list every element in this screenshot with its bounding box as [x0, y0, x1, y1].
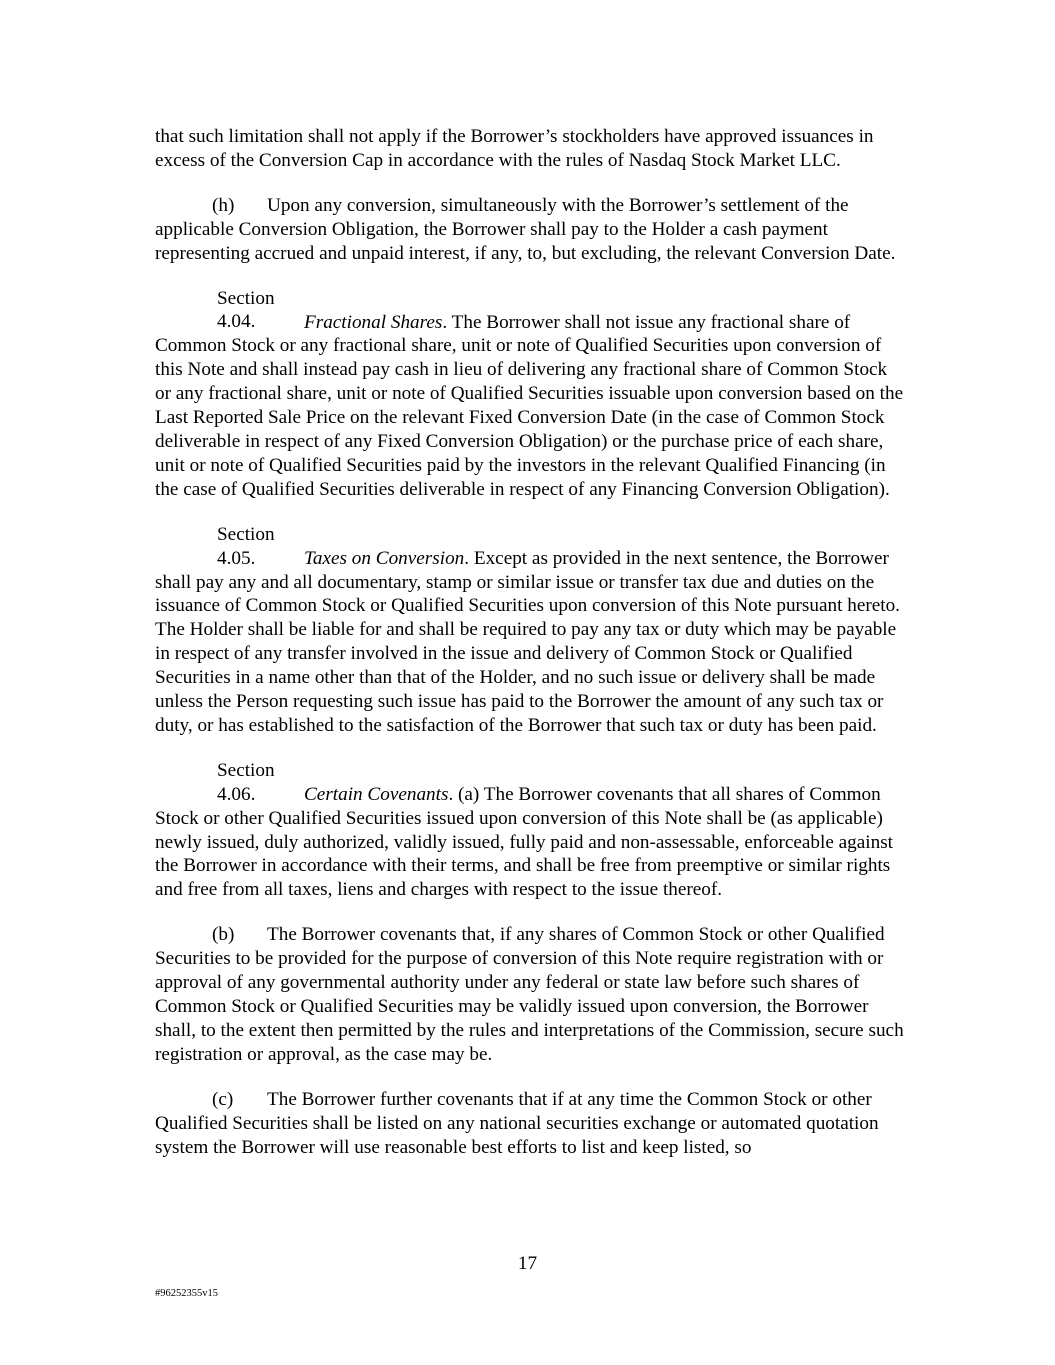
document-body — [155, 125, 905, 1180]
section-4-04-text: . The Borrower shall not issue any fractional share of Common Stock or any fractional share, unit or note of Qualified Securities upon conversion of this Note and shall instead pay cash in lieu of delivering any fractional share of Common Stock or any fractional share, unit or note of Qualified Securities issuable upon conversion based on the Last Reported Sale Price on the relevant Fixed Conversion Date (in the case of Common Stock deliverable in respect of any Fixed Conversion Obligation) or the purchase price of each share, unit or note of Qualified Securities paid by the investors in the relevant Qualified Financing (in the case of Qualified Securities deliverable in respect of any Financing Conversion Obligation). — [155, 311, 904, 500]
paragraph-b — [155, 923, 905, 1066]
section-4-04-heading: Fractional Shares — [304, 311, 443, 333]
document-id: #96252355v15 — [155, 1288, 218, 1299]
section-4-05-text: . Except as provided in the next sentence, the Borrower shall pay any and all documentary, stamp or similar issue or transfer tax due and duties on the issuance of Common Stock or Qualified Securities upon conversion of this Note pursuant hereto. The Holder shall be liable for and shall be required to pay any tax or duty which may be payable in respect of any transfer involved in the issue and delivery of Common Stock or Qualified Securities in a name other than that of the Holder, and no such issue or delivery shall be made unless the Person requesting such issue has paid to the Borrower the amount of any such tax or duty, or has established to the satisfaction of the Borrower that such tax or duty has been paid. — [155, 547, 900, 736]
continuation-paragraph: that such limitation shall not apply if the Borrower’s stockholders have approved issuances in excess of the Conversion Cap in accordance with the rules of Nasdaq Stock Market LLC. — [155, 126, 874, 171]
section-4-06 — [155, 759, 905, 902]
section-4-05-heading: Taxes on Conversion — [304, 547, 465, 569]
paragraph-c-text: The Borrower further covenants that if at any time the Common Stock or other Qualified Securities shall be listed on any national securities exchange or automated quotation system the Borrower will use reasonable best efforts to list and keep listed, so — [155, 1088, 879, 1158]
paragraph-b-text: The Borrower covenants that, if any shares of Common Stock or other Qualified Securities to be provided for the purpose of conversion of this Note require registration with or approval of any governmental authority under any federal or state law before such shares of Common Stock or Qualified Securities may be validly issued upon conversion, the Borrower shall, to the extent then permitted by the rules and interpretations of the Commission, secure such registration or approval, as the case may be. — [155, 924, 904, 1065]
paragraph-c — [155, 1088, 905, 1160]
section-4-06-number: Section 4.06. — [217, 759, 275, 805]
section-4-05-number: Section 4.05. — [217, 523, 275, 569]
section-4-06-text: . (a) The Borrower covenants that all shares of Common Stock or other Qualified Securities issued upon conversion of this Note shall be (as applicable) newly issued, duly authorized, validly issued, fully paid and non-assessable, enforceable against the Borrower in accordance with their terms, and shall be free from preemptive or similar rights and free from all taxes, liens and charges with respect to the issue thereof. — [155, 783, 893, 901]
section-4-04-number: Section 4.04. — [217, 287, 275, 333]
paragraph-c-marker: (c) — [212, 1088, 234, 1110]
section-4-05 — [155, 523, 905, 738]
paragraph-h — [155, 194, 905, 266]
paragraph-h-marker: (h) — [212, 194, 235, 216]
paragraph-b-marker: (b) — [212, 924, 235, 946]
section-4-06-heading: Certain Covenants — [304, 783, 449, 805]
section-4-04 — [155, 287, 905, 502]
paragraph-h-text: Upon any conversion, simultaneously with the Borrower’s settlement of the applicable Conversion Obligation, the Borrower shall pay to the Holder a cash payment representing accrued and unpaid interest, if any, to, but excluding, the relevant Conversion Date. — [155, 194, 896, 264]
page-number: 17 — [517, 1253, 538, 1274]
